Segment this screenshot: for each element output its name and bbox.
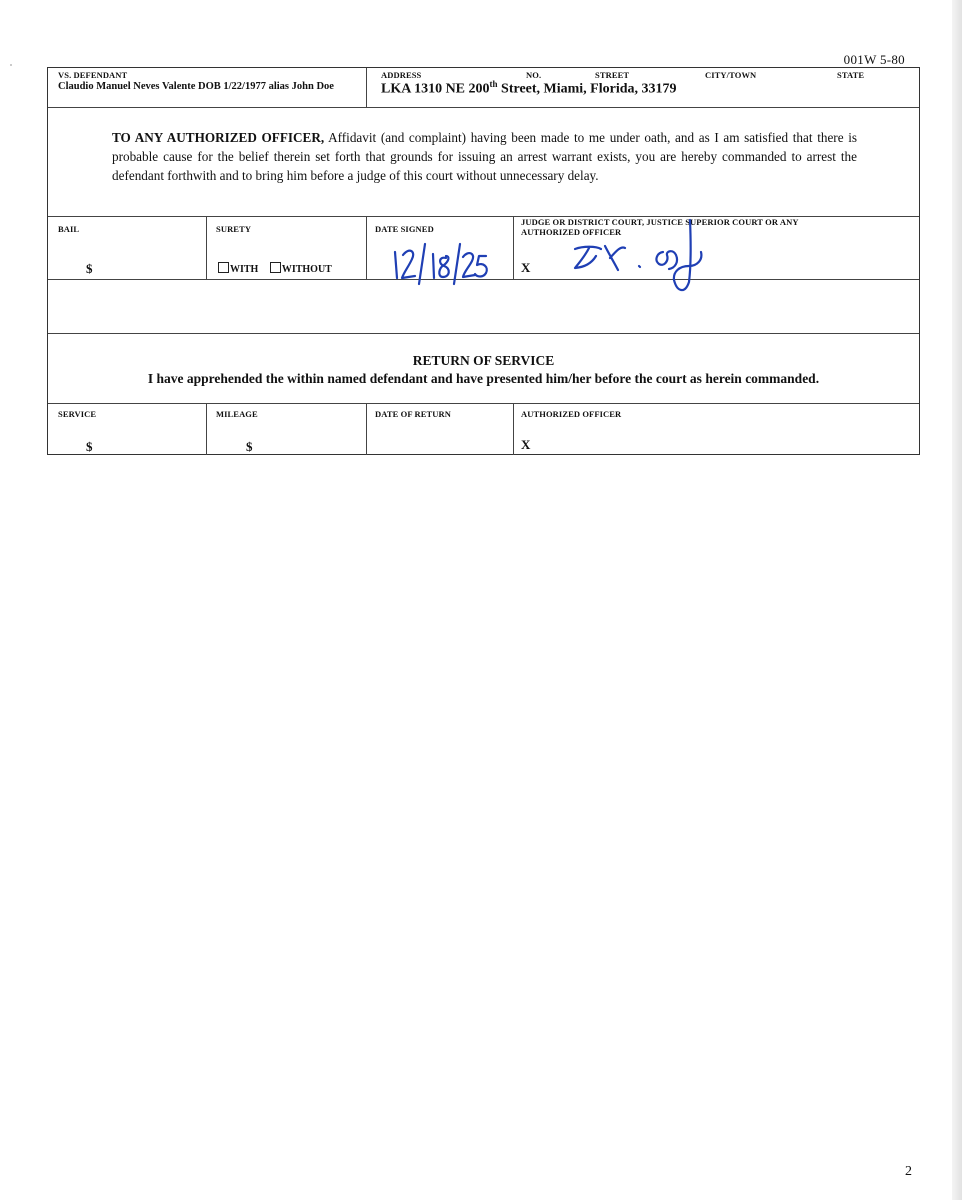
address-prefix: LKA 1310 NE 200 (381, 81, 490, 97)
with-label: WITH (230, 264, 259, 275)
vrule-date (513, 216, 514, 279)
vrule-surety (366, 216, 367, 279)
vrule-header (366, 68, 367, 107)
without-label: WITHOUT (281, 264, 332, 275)
surety-with-option[interactable] (218, 264, 258, 275)
rule-return (48, 403, 919, 404)
rule-blank (48, 333, 919, 334)
service-label: SERVICE (58, 409, 97, 419)
surety-without-option[interactable] (270, 264, 332, 275)
date-signed-handwriting (383, 238, 493, 288)
date-signed-label: DATE SIGNED (375, 224, 434, 234)
judge-signature (563, 216, 723, 296)
with-checkbox[interactable] (218, 262, 229, 273)
bail-value: $ (86, 261, 93, 276)
state-label: STATE (837, 70, 865, 80)
defendant-label: VS. DEFENDANT (58, 70, 128, 80)
form-number: 001W 5-80 (843, 52, 905, 67)
warrant-paragraph (112, 128, 857, 185)
surety-options (218, 262, 341, 275)
address-label: ADDRESS (381, 70, 422, 80)
address-sup: th (489, 79, 498, 89)
return-of-service-text: I have apprehended the within named defendant and have presented him/her before the court as herein commanded. (147, 371, 820, 386)
rule-header (48, 107, 919, 108)
no-label: NO. (526, 70, 542, 80)
warrant-form (47, 67, 920, 455)
page-edge (952, 0, 962, 1200)
warrant-text: Affidavit (and complaint) having been made to me under oath, and as I am satisfied that there is probable cause for the belief therein set forth that grounds for issuing an arrest warrant exists, you are hereby commanded to arrest the defendant forthwith and to bring him before a judge of this court without unnecessary delay. (112, 130, 857, 183)
date-of-return-label: DATE OF RETURN (375, 409, 452, 419)
judge-signature-x: X (521, 260, 531, 275)
scan-speck (10, 64, 12, 66)
address-suffix: Street, Miami, Florida, 33179 (497, 81, 677, 97)
mileage-value: $ (246, 439, 253, 454)
authorized-officer-label: AUTHORIZED OFFICER (521, 409, 622, 419)
mileage-label: MILEAGE (216, 409, 258, 419)
street-label: STREET (595, 70, 630, 80)
officer-signature-x: X (521, 437, 531, 452)
vrule-return-date (513, 403, 514, 455)
judge-label: JUDGE OR DISTRICT COURT, JUSTICE SUPERIOR COURT OR ANY AUTHORIZED OFFICER (521, 217, 799, 237)
page-number: 2 (905, 1164, 912, 1179)
service-value: $ (86, 439, 93, 454)
surety-label: SURETY (216, 224, 252, 234)
without-checkbox[interactable] (270, 262, 281, 273)
address-value (381, 79, 677, 98)
vrule-bail (206, 216, 207, 279)
return-of-service-title: RETURN OF SERVICE (412, 353, 555, 368)
bail-label: BAIL (58, 224, 80, 234)
defendant-value: Claudio Manuel Neves Valente DOB 1/22/1977 alias John Doe (58, 81, 334, 92)
vrule-service (206, 403, 207, 455)
city-label: CITY/TOWN (705, 70, 757, 80)
vrule-mileage (366, 403, 367, 455)
warrant-lead: TO ANY AUTHORIZED OFFICER, (112, 130, 325, 145)
